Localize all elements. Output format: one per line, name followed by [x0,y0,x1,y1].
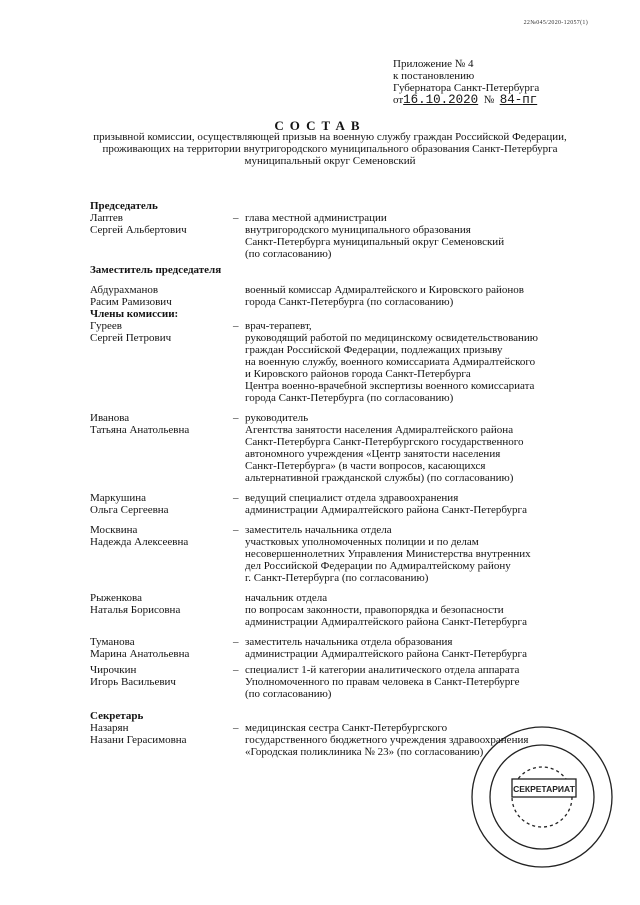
member-first-name: Ольга Сергеевна [90,504,169,516]
member-dash [233,236,245,248]
member-row [90,548,610,560]
appendix-line-3: Губернатора Санкт-Петербурга [393,82,540,94]
member-entry [90,412,610,484]
document-subtitle: призывной комиссии, осуществляющей призыв на военную службу граждан Российской Федерации, проживающих на территории внутригородского муниципального образования Санкт-Петербурга муниципальный округ Семеновский [93,131,567,167]
member-first-name: Сергей Альбертович [90,224,187,236]
appendix-block [393,58,539,106]
member-dash [233,676,245,688]
member-dash [233,392,245,404]
member-dash [233,344,245,356]
member-row [90,524,610,536]
member-position-line: начальник отдела [245,592,328,604]
member-dash [233,504,245,516]
section-deputy: Заместитель председателя [90,264,222,276]
member-name-spacer [90,746,233,758]
member-position-line: специалист 1-й категории аналитического отдела аппарата [245,664,520,676]
date-prefix: от [393,94,404,106]
member-first-name: Наталья Борисовна [90,604,181,616]
member-entry [90,524,610,584]
member-last-name: Абдурахманов [90,284,159,296]
member-name-spacer [90,380,233,392]
member-dash: – [233,664,239,676]
member-dash: – [233,412,239,424]
member-row [90,616,610,628]
member-row [90,344,610,356]
composition-list [90,200,610,758]
member-row [90,436,610,448]
member-row [90,356,610,368]
member-first-name: Назани Герасимовна [90,734,187,746]
member-name-spacer [90,356,233,368]
member-dash [233,356,245,368]
stamp-text: СЕКРЕТАРИАТ [513,784,575,794]
member-first-name: Сергей Петрович [90,332,172,344]
appendix-line-1: Приложение № 4 [393,58,474,70]
member-row [90,248,610,260]
member-name-spacer [90,560,233,572]
member-dash [233,548,245,560]
member-row [90,448,610,460]
member-position-line: г. Санкт-Петербурга (по согласованию) [245,572,429,584]
appendix-line-2: к постановлению [393,70,475,82]
member-dash: – [233,492,239,504]
member-dash [233,560,245,572]
member-last-name: Москвина [90,524,138,536]
section-chairman: Председатель [90,200,158,212]
member-row [90,380,610,392]
decree-date: 16.10.2020 [403,93,479,107]
member-dash [233,424,245,436]
section-members: Члены комиссии: [90,308,179,320]
member-row [90,492,610,504]
member-dash: – [233,212,239,224]
member-position-line: Центра военно-врачебной экспертизы военного комиссариата [245,380,535,392]
member-position-line: военный комиссар Адмиралтейского и Кировского районов [245,284,524,296]
member-name-spacer [90,472,233,484]
member-dash [233,460,245,472]
member-dash [233,368,245,380]
member-first-name: Надежда Алексеевна [90,536,189,548]
member-entry [90,492,610,516]
member-row [90,472,610,484]
member-entry [90,284,610,308]
member-first-name: Игорь Васильевич [90,676,176,688]
member-name-spacer [90,368,233,380]
member-row [90,572,610,584]
member-name-spacer [90,236,233,248]
member-dash [233,296,245,308]
member-position-line: Санкт-Петербурга» (в части вопросов, касающихся [245,460,486,472]
member-position-line: на военную службу, военного комиссариата Адмиралтейского [245,356,536,368]
member-position-line: альтернативной гражданской службы) (по согласованию) [245,472,514,484]
member-position-line: по вопросам законности, правопорядка и безопасности [245,604,504,616]
member-dash [233,604,245,616]
member-dash [233,572,245,584]
member-last-name: Маркушина [90,492,146,504]
member-row [90,224,610,236]
member-name-spacer [90,448,233,460]
member-row [90,320,610,332]
member-first-name: Марина Анатольевна [90,648,190,660]
member-position-line: медицинская сестра Санкт-Петербургского [245,722,448,734]
member-position-line: заместитель начальника отдела [245,524,392,536]
member-dash [233,592,245,604]
member-position-line: ведущий специалист отдела здравоохранения [245,492,459,504]
member-position-line: города Санкт-Петербурга (по согласованию) [245,392,454,404]
member-position-line: глава местной администрации [245,212,387,224]
member-row [90,412,610,424]
member-row [90,636,610,648]
decree-number: 84-пг [499,93,538,107]
member-dash [233,284,245,296]
member-row [90,536,610,548]
member-last-name: Гуреев [90,320,122,332]
member-row [90,212,610,224]
member-name-spacer [90,392,233,404]
member-position-line: администрации Адмиралтейского района Санкт-Петербурга [245,504,527,516]
member-position-line: Санкт-Петербурга муниципальный округ Семеновский [245,236,505,248]
member-position-line: (по согласованию) [245,248,332,260]
member-row [90,592,610,604]
member-row [90,688,610,700]
member-row [90,368,610,380]
document-id: 22№045/2020-12057(1) [523,20,588,26]
document-title: СОСТАВ [274,118,366,133]
member-last-name: Иванова [90,412,130,424]
member-row [90,392,610,404]
member-last-name: Рыженкова [90,592,142,604]
member-dash [233,648,245,660]
member-first-name: Татьяна Анатольевна [90,424,190,436]
member-name-spacer [90,460,233,472]
member-dash [233,224,245,236]
member-position-line: автономного учреждения «Центр занятости населения [245,448,501,460]
member-position-line: администрации Адмиралтейского района Санкт-Петербурга [245,616,527,628]
member-dash [233,436,245,448]
member-row [90,424,610,436]
member-position-line: «Городская поликлиника № 23» (по согласованию) [245,746,484,758]
member-position-line: государственного бюджетного учреждения здравоохранения [245,734,529,746]
member-row [90,504,610,516]
member-row [90,676,610,688]
member-entry [90,212,610,260]
member-name-spacer [90,548,233,560]
member-dash [233,746,245,758]
member-dash [233,248,245,260]
member-position-line: города Санкт-Петербурга (по согласованию) [245,296,454,308]
member-last-name: Чирочкин [90,664,137,676]
member-entry [90,320,610,404]
member-row [90,236,610,248]
member-dash: – [233,636,239,648]
member-position-line: Агентства занятости населения Адмиралтейского района [245,424,514,436]
member-dash [233,380,245,392]
member-dash [233,332,245,344]
appendix-date-line [393,94,539,106]
member-name-spacer [90,248,233,260]
member-entry [90,592,610,628]
member-position-line: врач-терапевт, [245,320,312,332]
member-last-name: Туманова [90,636,135,648]
number-prefix: № [483,94,495,106]
member-name-spacer [90,688,233,700]
member-position-line: и Кировского районов города Санкт-Петербурга [245,368,471,380]
member-last-name: Назарян [90,722,129,734]
member-row [90,604,610,616]
member-name-spacer [90,436,233,448]
member-position-line: руководящий работой по медицинскому освидетельствованию [245,332,539,344]
member-name-spacer [90,344,233,356]
member-row [90,664,610,676]
member-position-line: граждан Российской Федерации, подлежащих призыву [245,344,503,356]
member-position-line: администрации Адмиралтейского района Санкт-Петербурга [245,648,527,660]
member-position-line: дел Российской Федерации по Адмиралтейскому району [245,560,511,572]
member-position-line: несовершеннолетних Управления Министерства внутренних [245,548,531,560]
secretariat-stamp [468,723,616,871]
member-position-line: участковых уполномоченных полиции и по делам [245,536,479,548]
member-row [90,560,610,572]
member-name-spacer [90,616,233,628]
member-dash [233,616,245,628]
member-row [90,296,610,308]
member-position-line: руководитель [245,412,309,424]
member-row [90,648,610,660]
member-first-name: Расим Рамизович [90,296,172,308]
member-entry [90,636,610,660]
member-entry [90,664,610,700]
member-position-line: (по согласованию) [245,688,332,700]
member-position-line: внутригородского муниципального образования [245,224,471,236]
section-secretary: Секретарь [90,710,144,722]
member-row [90,284,610,296]
member-dash [233,734,245,746]
member-dash [233,448,245,460]
member-position-line: Уполномоченного по правам человека в Санкт-Петербурге [245,676,520,688]
member-position-line: Санкт-Петербурга Санкт-Петербургского государственного [245,436,524,448]
member-dash [233,536,245,548]
member-row [90,460,610,472]
member-position-line: заместитель начальника отдела образования [245,636,453,648]
member-last-name: Лаптев [90,212,123,224]
member-dash [233,688,245,700]
member-name-spacer [90,572,233,584]
member-dash: – [233,320,239,332]
member-dash [233,472,245,484]
member-dash: – [233,722,239,734]
member-dash: – [233,524,239,536]
member-row [90,332,610,344]
